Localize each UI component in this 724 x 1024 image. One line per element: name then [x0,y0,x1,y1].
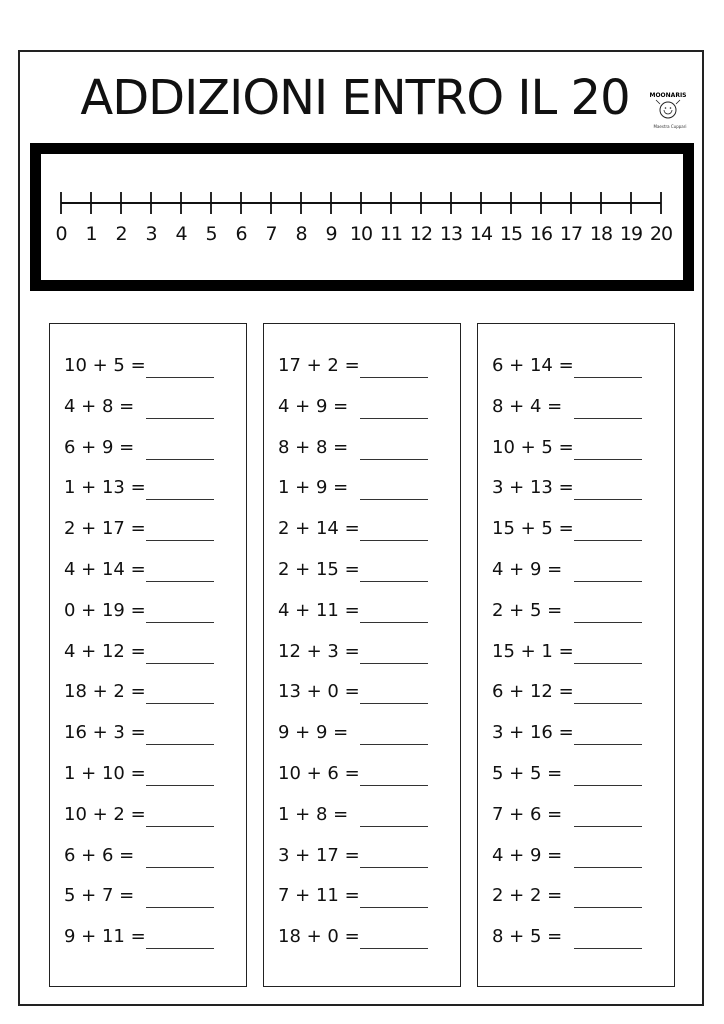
problem-row [492,762,672,792]
number-line-label: 10 [349,223,373,245]
number-line-label: 12 [409,223,433,245]
problem-row [64,640,244,670]
problem-row [64,844,244,874]
problem-column-1 [49,323,247,987]
problem-row [278,436,458,466]
problem-row [64,395,244,425]
problem-text: 8 + 8 = [278,436,349,458]
number-line-label: 5 [205,223,217,245]
problem-row [492,884,672,914]
number-line-label: 9 [325,223,337,245]
problem-row [278,680,458,710]
number-line-label: 14 [469,223,493,245]
answer-blank[interactable] [360,907,428,908]
problem-row [278,844,458,874]
problem-text: 4 + 11 = [278,599,360,621]
answer-blank[interactable] [574,744,642,745]
problem-row [278,354,458,384]
problem-text: 16 + 3 = [64,722,146,744]
answer-blank[interactable] [360,540,428,541]
problem-text: 18 + 2 = [64,681,146,703]
number-line-label: 4 [175,223,187,245]
problem-row [278,640,458,670]
problem-text: 3 + 13 = [492,477,574,499]
problem-text: 15 + 5 = [492,518,574,540]
moon-character-icon [648,86,688,126]
problem-text: 4 + 8 = [64,395,135,417]
number-line-label: 2 [115,223,127,245]
answer-blank[interactable] [360,459,428,460]
svg-text:MOONARIS: MOONARIS [649,92,687,99]
problem-text: 2 + 14 = [278,518,360,540]
problem-text: 2 + 5 = [492,599,563,621]
answer-blank[interactable] [146,867,214,868]
answer-blank[interactable] [574,418,642,419]
problem-text: 9 + 9 = [278,722,349,744]
number-line-label: 7 [265,223,277,245]
problem-text: 9 + 11 = [64,926,146,948]
problem-row [278,884,458,914]
number-line-label: 3 [145,223,157,245]
problem-text: 1 + 8 = [278,803,349,825]
problem-row [278,925,458,955]
problem-row [64,436,244,466]
problem-row [64,558,244,588]
problem-text: 5 + 5 = [492,763,563,784]
problem-text: 10 + 5 = [64,355,146,376]
answer-blank[interactable] [360,499,428,500]
problem-row [64,721,244,751]
answer-blank[interactable] [146,703,214,704]
answer-blank[interactable] [360,948,428,949]
problem-row [64,680,244,710]
answer-blank[interactable] [574,499,642,500]
problem-row [278,599,458,629]
problem-text: 0 + 19 = [64,599,146,621]
answer-blank[interactable] [574,907,642,908]
answer-blank[interactable] [146,622,214,623]
problem-text: 4 + 9 = [278,395,349,417]
problem-row [278,517,458,547]
problem-text: 13 + 0 = [278,681,360,703]
number-line-label: 19 [619,223,643,245]
problem-row [492,395,672,425]
problem-text: 1 + 9 = [278,477,349,499]
answer-blank[interactable] [360,744,428,745]
problem-text: 8 + 4 = [492,395,563,417]
answer-blank[interactable] [574,377,642,378]
answer-blank[interactable] [146,948,214,949]
problem-row [492,925,672,955]
answer-blank[interactable] [574,622,642,623]
problem-row [278,721,458,751]
answer-blank[interactable] [146,581,214,582]
problem-row [492,640,672,670]
answer-blank[interactable] [360,418,428,419]
problem-text: 6 + 9 = [64,436,135,458]
number-line-label: 11 [379,223,403,245]
problem-text: 4 + 9 = [492,844,563,866]
problem-text: 3 + 16 = [492,722,574,744]
number-line-frame [30,143,694,291]
answer-blank[interactable] [360,663,428,664]
answer-blank[interactable] [574,867,642,868]
answer-blank[interactable] [574,581,642,582]
answer-blank[interactable] [360,867,428,868]
problem-text: 2 + 2 = [492,885,563,907]
problem-column-2 [263,323,461,987]
problem-row [492,803,672,833]
answer-blank[interactable] [574,459,642,460]
problem-text: 1 + 10 = [64,763,146,784]
number-line-label: 17 [559,223,583,245]
problem-row [492,680,672,710]
problem-row [278,395,458,425]
number-line-label: 18 [589,223,613,245]
problem-row [492,517,672,547]
page-title: ADDIZIONI ENTRO IL 20 [80,70,630,126]
answer-blank[interactable] [360,703,428,704]
answer-blank[interactable] [574,663,642,664]
answer-blank[interactable] [360,581,428,582]
problem-text: 8 + 5 = [492,926,563,948]
problem-row [64,884,244,914]
problem-text: 7 + 6 = [492,803,563,825]
number-line-label: 15 [499,223,523,245]
answer-blank[interactable] [146,744,214,745]
problem-row [492,844,672,874]
answer-blank[interactable] [146,499,214,500]
answer-blank[interactable] [146,418,214,419]
problem-text: 6 + 12 = [492,681,574,703]
number-line-label: 6 [235,223,247,245]
number-line-label: 20 [649,223,673,245]
problem-row [492,354,672,384]
answer-blank[interactable] [360,377,428,378]
problem-row [64,803,244,833]
answer-blank[interactable] [360,785,428,786]
problem-text: 18 + 0 = [278,926,360,948]
answer-blank[interactable] [146,663,214,664]
problem-text: 15 + 1 = [492,640,574,662]
answer-blank[interactable] [146,907,214,908]
problem-row [492,476,672,506]
answer-blank[interactable] [146,826,214,827]
problem-text: 6 + 14 = [492,355,574,376]
answer-blank[interactable] [574,948,642,949]
problem-row [64,599,244,629]
problem-text: 10 + 2 = [64,803,146,825]
problem-row [492,721,672,751]
answer-blank[interactable] [574,703,642,704]
problem-text: 4 + 9 = [492,559,563,580]
logo-tagline: Maestra Cuppari [653,124,687,129]
number-line-label: 0 [55,223,67,245]
answer-blank[interactable] [146,540,214,541]
answer-blank[interactable] [574,826,642,827]
problem-text: 4 + 12 = [64,640,146,662]
number-line-label: 1 [85,223,97,245]
problem-text: 12 + 3 = [278,640,360,662]
answer-blank[interactable] [146,785,214,786]
problem-row [64,762,244,792]
problem-text: 2 + 17 = [64,518,146,540]
problem-row [64,925,244,955]
answer-blank[interactable] [360,826,428,827]
problem-text: 7 + 11 = [278,885,360,907]
problem-text: 6 + 6 = [64,844,135,866]
problem-text: 5 + 7 = [64,885,135,907]
answer-blank[interactable] [574,540,642,541]
problem-text: 17 + 2 = [278,355,360,376]
problem-text: 10 + 6 = [278,763,360,784]
problem-row [278,476,458,506]
problem-row [492,599,672,629]
problem-row [492,436,672,466]
problem-column-3 [477,323,675,987]
problem-row [64,476,244,506]
problem-text: 10 + 5 = [492,436,574,458]
problem-row [64,517,244,547]
number-line-label: 8 [295,223,307,245]
answer-blank[interactable] [574,785,642,786]
problem-row [64,354,244,384]
answer-blank[interactable] [146,377,214,378]
answer-blank[interactable] [146,459,214,460]
problem-row [492,558,672,588]
answer-blank[interactable] [360,622,428,623]
problem-text: 2 + 15 = [278,559,360,580]
problem-row [278,558,458,588]
problem-text: 3 + 17 = [278,844,360,866]
problem-text: 4 + 14 = [64,559,146,580]
problem-text: 1 + 13 = [64,477,146,499]
number-line-label: 13 [439,223,463,245]
number-line-label: 16 [529,223,553,245]
problem-row [278,803,458,833]
problem-row [278,762,458,792]
